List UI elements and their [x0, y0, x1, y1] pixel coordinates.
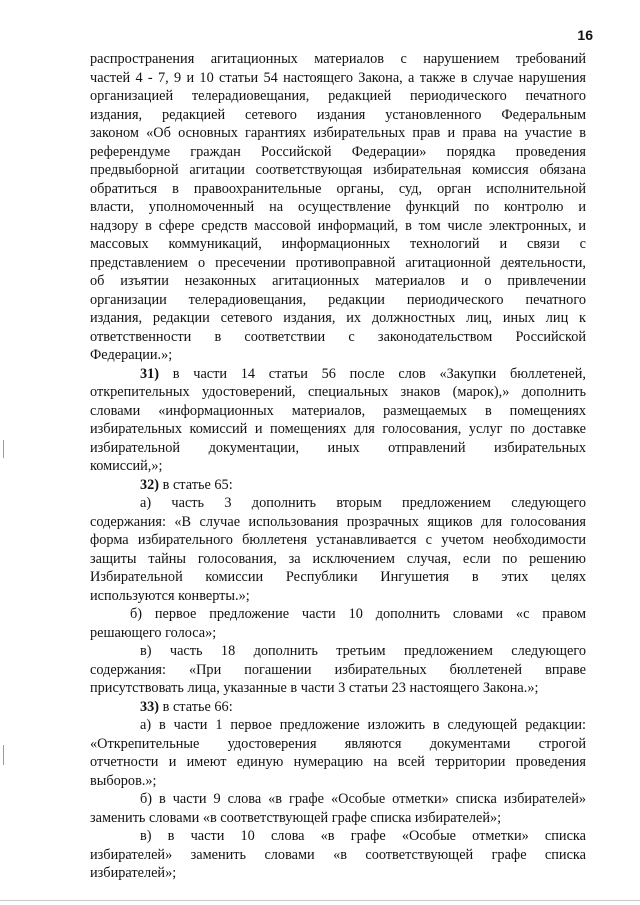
text-line: референдуме граждан Российской Федерации» порядка проведения [90, 143, 586, 160]
scan-bottom-edge [0, 900, 640, 901]
text-line: «Открепительные удостоверения являются документами строгой [90, 735, 586, 752]
text-line: Федерации.»; [90, 347, 173, 363]
text-line: издания, редакцией сетевого издания установленного Федеральным [90, 106, 586, 123]
text-line: а) часть 3 дополнить вторым предложением следующего [140, 495, 586, 511]
continuation-paragraph [90, 50, 586, 365]
item-32-number: 32) [140, 476, 160, 493]
text-line: заменить словами «в соответствующей графе списка избирателей»; [90, 809, 502, 826]
text-line: избирателей»; [90, 865, 177, 881]
text-line: организации телерадиовещания, редакции периодического печатного [90, 291, 586, 308]
text-line: об изъятии незаконных агитационных материалов и о привлечении [90, 273, 586, 289]
text-line: используются конверты.»; [90, 587, 250, 604]
text-line: частей 4 - 7, 9 и 10 статьи 54 настоящего Закона, а также в случае нарушения [90, 69, 586, 86]
item-33 [90, 698, 586, 883]
text-line: предвыборной агитации соответствующая избирательная комиссия обязана [90, 162, 586, 178]
text-line: представлением о пресечении противоправной агитационной деятельности, [90, 254, 586, 271]
text-line: содержания: «В случае использования прозрачных ящиков для голосования [90, 513, 586, 530]
text-line: б) первое предложение части 10 дополнить словами «с правом [130, 606, 586, 622]
text-line: распространения агитационных материалов с нарушением требований [90, 51, 586, 67]
item-33-heading: в статье 66: [162, 698, 233, 715]
text-line: форма избирательного бюллетеня устанавливается с учетом необходимости [90, 532, 586, 548]
text-line: издания, редакции сетевого издания, их должностных лиц, иных лиц к [90, 310, 586, 326]
text-line: а) в части 1 первое предложение изложить в следующей редакции: [140, 717, 586, 733]
text-line: содержания: «При погашении избирательных бюллетеней вправе [90, 661, 586, 678]
page-number: 16 [577, 27, 593, 43]
left-margin-mark-bottom [3, 745, 4, 765]
text-line: власти, уполномоченный на осуществление функций по контролю и [90, 199, 586, 215]
item-32-heading: в статье 65: [162, 476, 233, 493]
document-body [90, 50, 586, 883]
text-line: комиссий,»; [90, 458, 163, 474]
text-line: словами «информационных материалов, размещаемых в помещениях [90, 402, 586, 419]
text-line: присутствовать лица, указанные в части 3 статьи 23 настоящего Закона.»; [90, 680, 539, 696]
item-32 [90, 476, 586, 698]
text-line: массовых коммуникаций, информационных технологий и связи с [90, 236, 586, 252]
text-line: надзору в сфере средств массовой информаций, в том числе электронных, и [90, 217, 586, 234]
text-line: в) в части 10 слова «в графе «Особые отметки» списка [140, 828, 586, 844]
text-line: отчетности и имеют единую нумерацию на всей территории проведения [90, 754, 586, 770]
item-31-number: 31) [140, 365, 160, 382]
text-line: законом «Об основных гарантиях избирательных прав и права на участие в [90, 125, 586, 141]
text-line: открепительных удостоверений, специальных знаков (марок),» дополнить [90, 384, 586, 400]
item-33-number: 33) [140, 698, 160, 715]
text-line: Избирательной комиссии Республики Ингушетия в этих целях [90, 569, 586, 585]
text-line: избирательных комиссий и помещениях для голосования, услуг по доставке [90, 421, 586, 437]
text-line: решающего голоса»; [90, 624, 217, 641]
item-31 [90, 365, 586, 476]
text-line: обратиться в правоохранительные органы, суд, орган исполнительной [90, 180, 586, 197]
text-line: ответственности в соответствии с законодательством Российской [90, 328, 586, 345]
text-line: в части 14 статьи 56 после слов «Закупки бюллетеней, [172, 365, 586, 382]
text-line: избирательной документации, иных отправлений избирательных [90, 439, 586, 456]
text-line: организацией телерадиовещания, редакцией периодического печатного [90, 88, 586, 104]
text-line: защиты тайны голосования, за исключением случая, если по решению [90, 550, 586, 567]
left-margin-mark-top [3, 440, 4, 458]
text-line: избирателей» заменить словами «в соответствующей графе списка [90, 846, 586, 863]
text-line: б) в части 9 слова «в графе «Особые отметки» списка избирателей» [140, 791, 586, 807]
text-line: выборов.»; [90, 772, 157, 789]
text-line: в) часть 18 дополнить третьим предложением следующего [140, 643, 586, 659]
